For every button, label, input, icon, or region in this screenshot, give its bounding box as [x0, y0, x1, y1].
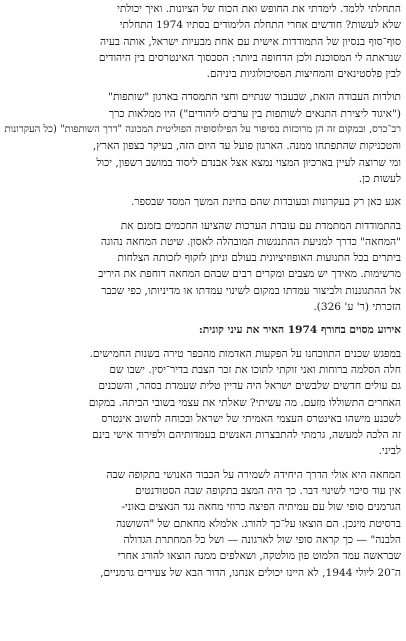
text-line: האחרים התשוללו מזעם. מה עשיתי? שאלתי את עצמי בשובי הביתה. במקום	[88, 396, 401, 409]
text-line: זה הלכה למעשה, גרמתי להתבצרות האנשים בעמדותיהם ולפירוד אישי בינם	[92, 429, 401, 442]
text-line: מרשימות. מאידך יש מצבים ומקרים רבים שבהם המחאה דוחפת את היריב	[98, 268, 401, 281]
text-line: אגע כאן רק בעקרונות ובעובדות שהם בחינת המשך המסד שבספר.	[130, 196, 401, 209]
paragraph	[4, 322, 401, 338]
text-line: במפגש שכנים התווכחנו על הפקעות האדמות מהכפר טירה בשנות החמישים.	[89, 347, 401, 360]
text-line: בהתמודדות המתמדת עם עובדת הערכות שהציעו החכמים בזמנם את	[120, 219, 401, 232]
text-line: ("איגוד ליצירת התנאים לשותפות בין ערבים ליהודים") היו ממלאות כרך	[108, 107, 401, 120]
text-line: ה־20 ליולי 1944, לא היינו יכולים אנחנו, הדור הבא של צעירים גרמניים,	[100, 566, 401, 579]
text-line: חלה הסלמה ברוחות ואני זוקתי לתוכו את זכר הצבת בדיר־יסין. ישבו שם	[109, 363, 401, 376]
text-line: והטכניקות שהתפתחו ממנה. הארגון פועל עד היום הזה, בעיקר בצפון הארץ,	[92, 140, 401, 153]
text-line: רב־כרס, ובמקום זה הן מרוכזות בסיפור על הפילוסופיה הפוליטית המכונה "דרך השותפות" (כל העקרונות	[4, 124, 401, 136]
text-line: לביני.	[378, 445, 401, 458]
paragraph	[4, 218, 401, 316]
text-line: לשכנע מישהו באינטרס העצמי האמיתי של ישראל ובכוחה לחשוב אינטרס	[101, 412, 401, 425]
text-line: הגרמנים סופי שול עם עמיתיה הפיצה כרוזי מחאה נגד הנאצים באוני-	[121, 501, 401, 514]
paragraph-gap	[4, 82, 401, 89]
text-line: התחלתי ללמד. לימדתי את החופש ואת הכוח של הציונות. ואיך יכולתי	[117, 3, 401, 15]
paragraph	[4, 1, 401, 82]
text-line: "המחאה" כדרך למניעת ההתנגשות המובהלה לאסון. שיטת המחאה נהוגה	[100, 235, 401, 248]
text-line: שנראתה לי המסוכנת ולכן הדחופה ביותר: הסכסוך האינטרסים בין היהודים	[98, 51, 401, 64]
text-line: המחאה היא אולי הדרך היחידה לשמירה על הכבוד האנושי בתקופה שבה	[106, 468, 401, 481]
paragraph-gap	[4, 460, 401, 467]
text-column	[4, 1, 401, 581]
paragraph-gap	[4, 339, 401, 346]
paragraph-gap	[4, 315, 401, 322]
text-line: אירוע מסוים בחורף 1974 האיר את עיני קונית:	[198, 324, 401, 337]
paragraph	[4, 194, 401, 210]
paragraph-gap	[4, 211, 401, 218]
text-line: גם עולים חדשים שלבשים ישראל היה עדיין טלית שעמדת בסהר, והשכנים	[98, 380, 401, 393]
paragraph	[4, 467, 401, 581]
text-line: לבין פלסטינאים והמחיצות הפסיכולוגיות ביניהם.	[206, 68, 401, 81]
text-line: ביתרים בכל התנועות האופוזיציונית בעולם וניתן לזקוף לזכותה הצלחות	[117, 252, 401, 265]
text-line: ברסיטת מינכן. הם הוצאו על־כך להורג. אלמלא מחאתם של "השושנה	[116, 517, 401, 530]
text-line: אין עוד סיכוי לשינוי דבר. כך היה המצב בתקופה שבה הסטודנטים	[135, 485, 401, 498]
paragraph	[4, 346, 401, 460]
text-line: שלא לעשות? חודשים אחרי התחלת הלימודים בסתיו 1974 התחלתי	[119, 19, 401, 32]
text-line: סוף־סוף בנסיון של התמודדות אישית עם אחת מבעיות ישראל, אותה בעיה	[100, 35, 401, 48]
text-line: הלבנה" — כך קראה סופי שול לארגונה — ושל כל המחתרת הגדולה	[123, 533, 401, 546]
text-line: שבראשה עמד הלמוט פון מולטקה, ושאלפים ממנה הוצאו להורג אחרי	[117, 550, 401, 563]
paragraph-gap	[4, 187, 401, 194]
paragraph	[4, 89, 401, 187]
text-line: לעשות כן.	[358, 172, 401, 185]
text-line: אל ההתגוננות ולביצור עמדתו במקום לשינוי עמדתו או מדיניותו, כפי שכבר	[101, 284, 401, 297]
text-line: ומי שרוצה לעיין בארכיון המצוי נמצא אצל אבנדם ליסוד במושב רשפון, יכול	[96, 156, 401, 169]
text-line: הזכרתי (ר' ע' 326).	[313, 301, 401, 314]
text-line: תולדות העבודה הזאת, שבעבור שנתיים וחצי התמסדה בארגון "שותפות"	[108, 91, 401, 104]
